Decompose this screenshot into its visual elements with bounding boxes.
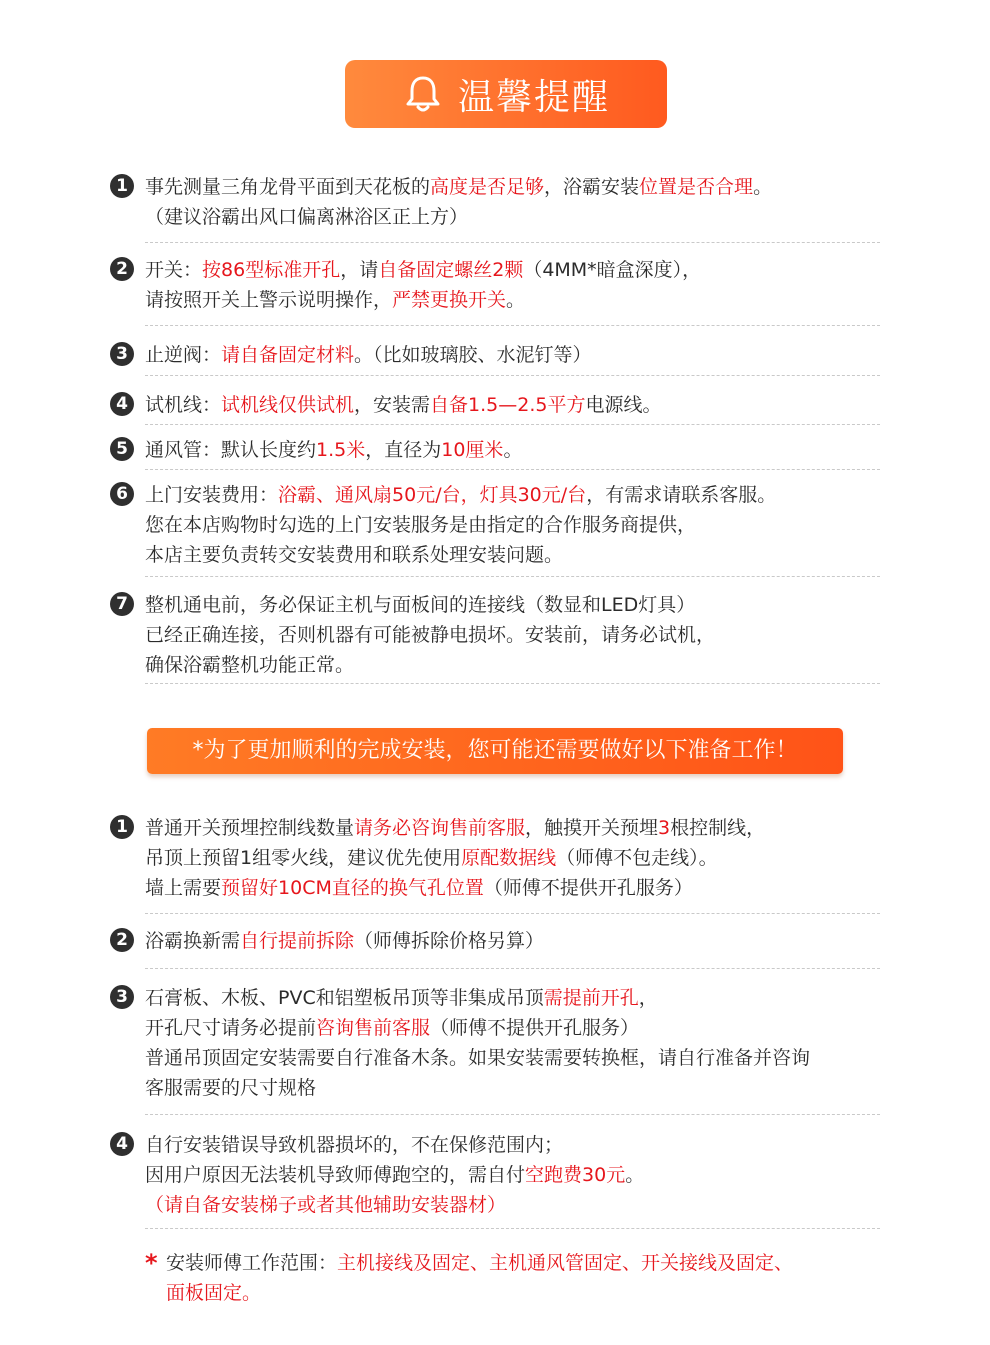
divider xyxy=(145,913,880,914)
item-line: 普通开关预埋控制线数量请务必咨询售前客服，触摸开关预埋3根控制线， xyxy=(145,817,766,839)
item-line: 试机线：试机线仅供试机，安装需自备1.5—2.5平方电源线。 xyxy=(145,394,662,416)
divider xyxy=(145,325,880,326)
item-line: 确保浴霸整机功能正常。 xyxy=(145,654,355,676)
bell-icon xyxy=(402,73,444,115)
divider xyxy=(145,1228,880,1229)
header-badge xyxy=(345,60,667,128)
note-star: * xyxy=(145,1249,158,1277)
section2-item-1 xyxy=(110,813,880,903)
divider xyxy=(145,424,880,425)
item-line: 事先测量三角龙骨平面到天花板的高度是否足够，浴霸安装位置是否合理。 xyxy=(145,176,773,198)
item-line: 吊顶上预留1组零火线，建议优先使用原配数据线（师傅不包走线）。 xyxy=(145,847,718,869)
section2-item-3 xyxy=(110,983,880,1103)
section1-item-7 xyxy=(110,590,880,680)
section1-item-6 xyxy=(110,480,880,570)
item-line: 整机通电前，务必保证主机与面板间的连接线（数显和LED灯具） xyxy=(145,594,696,616)
divider xyxy=(145,469,880,470)
item-number-badge: 6 xyxy=(110,482,134,506)
item-number-badge: 4 xyxy=(110,1132,134,1156)
item-number-badge: 5 xyxy=(110,437,134,461)
item-line: 通风管：默认长度约1.5米，直径为10厘米。 xyxy=(145,439,523,461)
item-line: 已经正确连接，否则机器有可能被静电损坏。安装前，请务必试机， xyxy=(145,624,716,646)
item-line: 浴霸换新需自行提前拆除（师傅拆除价格另算） xyxy=(145,930,545,952)
item-line: 自行安装错误导致机器损坏的，不在保修范围内； xyxy=(145,1134,564,1156)
item-number-badge: 1 xyxy=(110,815,134,839)
note-line: 安装师傅工作范围：主机接线及固定、主机通风管固定、开关接线及固定、 xyxy=(166,1252,794,1274)
divider xyxy=(145,576,880,577)
item-number-badge: 2 xyxy=(110,257,134,281)
divider xyxy=(145,1114,880,1115)
installer-scope-note xyxy=(145,1248,905,1308)
item-line: 墙上需要预留好10CM直径的换气孔位置（师傅不提供开孔服务） xyxy=(145,877,693,899)
item-line: 上门安装费用：浴霸、通风扇50元/台，灯具30元/台，有需求请联系客服。 xyxy=(145,484,777,506)
item-line: 止逆阀：请自备固定材料。（比如玻璃胶、水泥钉等） xyxy=(145,344,592,366)
section1-item-3 xyxy=(110,340,880,370)
section1-item-1 xyxy=(110,172,880,232)
item-line: （请自备安装梯子或者其他辅助安装器材） xyxy=(145,1194,507,1216)
item-number-badge: 3 xyxy=(110,985,134,1009)
section1-item-5 xyxy=(110,435,880,465)
item-number-badge: 3 xyxy=(110,342,134,366)
item-line: 请按照开关上警示说明操作，严禁更换开关。 xyxy=(145,289,526,311)
section2-item-2 xyxy=(110,926,880,956)
divider xyxy=(145,683,880,684)
item-line: 开孔尺寸请务必提前咨询售前客服（师傅不提供开孔服务） xyxy=(145,1017,640,1039)
item-line: 本店主要负责转交安装费用和联系处理安装问题。 xyxy=(145,544,564,566)
item-number-badge: 2 xyxy=(110,928,134,952)
divider xyxy=(145,242,880,243)
item-line: （建议浴霸出风口偏离淋浴区正上方） xyxy=(145,206,469,228)
page-title: 温馨提醒 xyxy=(457,76,610,118)
item-line: 普通吊顶固定安装需要自行准备木条。如果安装需要转换框，请自行准备并咨询 xyxy=(145,1047,811,1069)
item-line: 因用户原因无法装机导致师傅跑空的，需自付空跑费30元。 xyxy=(145,1164,645,1186)
item-line: 客服需要的尺寸规格 xyxy=(145,1077,317,1099)
section1-item-4 xyxy=(110,390,880,420)
note-line: 面板固定。 xyxy=(166,1282,262,1304)
item-number-badge: 1 xyxy=(110,174,134,198)
item-number-badge: 7 xyxy=(110,592,134,616)
divider xyxy=(145,375,880,376)
item-line: 石膏板、木板、PVC和铝塑板吊顶等非集成吊顶需提前开孔， xyxy=(145,987,658,1009)
item-number-badge: 4 xyxy=(110,392,134,416)
divider xyxy=(145,968,880,969)
section2-item-4 xyxy=(110,1130,880,1220)
item-line: 您在本店购物时勾选的上门安装服务是由指定的合作服务商提供， xyxy=(145,514,697,536)
item-line: 开关：按86型标准开孔，请自备固定螺丝2颗（4MM*暗盒深度）， xyxy=(145,259,702,281)
section1-item-2 xyxy=(110,255,880,315)
preparation-banner: *为了更加顺利的完成安装，您可能还需要做好以下准备工作！ xyxy=(147,728,843,774)
